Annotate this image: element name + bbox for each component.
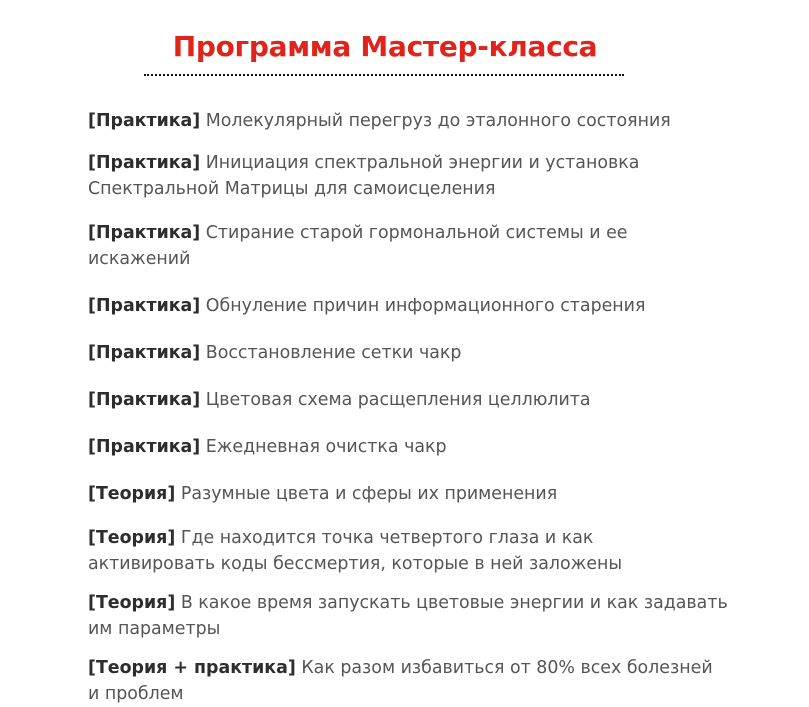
list-item — [88, 481, 728, 507]
item-tag: [Теория] — [88, 593, 176, 613]
item-text: Как разом избавиться от 80% всех болезней и проблем — [88, 658, 713, 704]
item-text: Инициация спектральной энергии и установка Спектральной Матрицы для самоисцеления — [88, 153, 640, 199]
item-text: В какое время запускать цветовые энергии и как задавать им параметры — [88, 593, 728, 639]
item-text: Ежедневная очистка чакр — [205, 437, 447, 457]
item-text: Разумные цвета и сферы их применения — [180, 484, 558, 504]
list-item — [88, 387, 728, 413]
item-tag: [Теория] — [88, 484, 176, 504]
item-text: Обнуление причин информационного старения — [205, 296, 646, 316]
item-text: Стирание старой гормональной системы и ее искажений — [88, 223, 628, 269]
list-item — [88, 655, 713, 707]
list-item — [88, 340, 728, 366]
item-tag: [Практика] — [88, 111, 201, 131]
list-item — [88, 434, 728, 460]
item-tag: [Теория + практика] — [88, 658, 296, 678]
item-text: Молекулярный перегруз до эталонного состояния — [205, 111, 671, 131]
item-tag: [Практика] — [88, 437, 201, 457]
item-text: Восстановление сетки чакр — [205, 343, 462, 363]
list-item — [88, 590, 728, 642]
item-text: Где находится точка четвертого глаза и как активировать коды бессмертия, которые в ней заложены — [88, 528, 623, 574]
program-list — [88, 108, 728, 707]
list-item — [88, 293, 728, 319]
title-divider — [144, 74, 624, 76]
item-text: Цветовая схема расщепления целлюлита — [205, 390, 591, 410]
list-item — [88, 525, 698, 577]
item-tag: [Практика] — [88, 390, 201, 410]
item-tag: [Практика] — [88, 343, 201, 363]
list-item — [88, 108, 728, 134]
item-tag: [Практика] — [88, 223, 201, 243]
list-item — [88, 150, 648, 202]
list-item — [88, 220, 728, 272]
item-tag: [Практика] — [88, 296, 201, 316]
page-title: Программа Мастер-класса — [172, 30, 598, 63]
item-tag: [Теория] — [88, 528, 176, 548]
item-tag: [Практика] — [88, 153, 201, 173]
